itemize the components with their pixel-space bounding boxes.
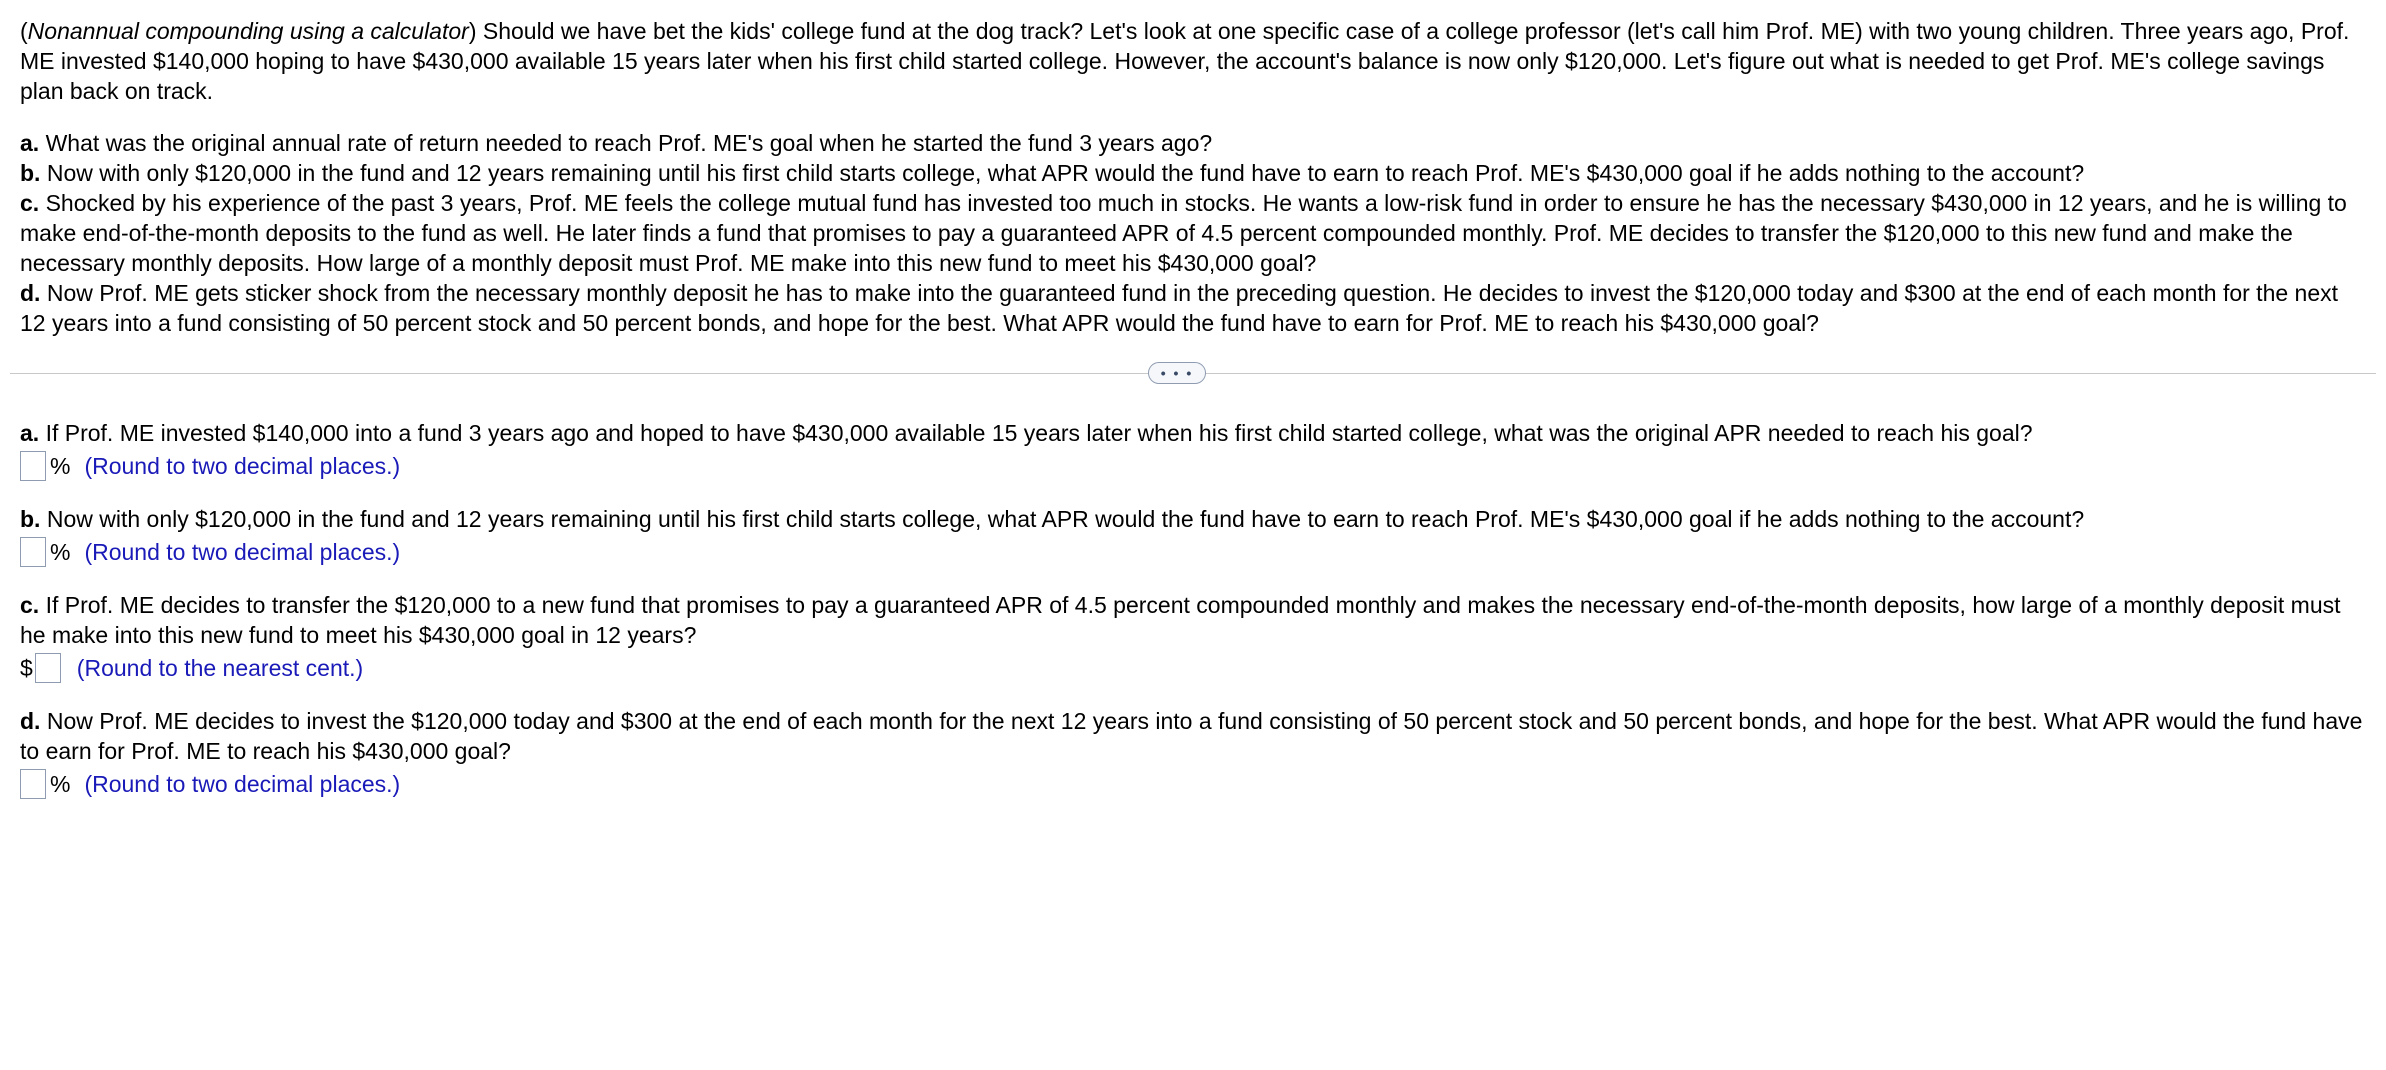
percent-unit: %: [50, 771, 71, 797]
question-c: c. If Prof. ME decides to transfer the $120,000 to a new fund that promises to pay a guaranteed APR of 4.5 percent compounded monthly and makes the necessary end-of-the-month deposits, how large of a monthly deposit must he make into this new fund to meet his $430,000 goal in 12 years?: [20, 592, 2341, 648]
problem-topic: Nonannual compounding using a calculator: [27, 18, 469, 44]
rounding-hint: (Round to two decimal places.): [84, 453, 401, 479]
rounding-hint: (Round to the nearest cent.): [76, 655, 364, 681]
answer-section: [20, 418, 2366, 802]
answer-row-d: [20, 766, 2366, 802]
intro-item-c: c. Shocked by his experience of the past 3 years, Prof. ME feels the college mutual fund has invested too much in stocks. He wants a low-risk fund in order to ensure he has the necessary $430,000 in 12 years, and he is willing to make end-of-the-month deposits to the fund as well. He later finds a fund that promises to pay a guaranteed APR of 4.5 percent compounded monthly. Prof. ME decides to transfer the $120,000 to this new fund and make the necessary monthly deposits. How large of a monthly deposit must Prof. ME make into this new fund to meet his $430,000 goal?: [20, 190, 2347, 276]
answer-input-a[interactable]: [20, 451, 46, 481]
question-a: a. If Prof. ME invested $140,000 into a fund 3 years ago and hoped to have $430,000 available 15 years later when his first child started college, what was the original APR needed to reach his goal?: [20, 420, 2033, 446]
dollar-unit: $: [20, 655, 33, 681]
expand-more-button[interactable]: • • •: [1148, 362, 1206, 384]
rounding-hint: (Round to two decimal places.): [84, 771, 401, 797]
answer-row-a: [20, 448, 2366, 484]
answer-row-b: [20, 534, 2366, 570]
question-b: b. Now with only $120,000 in the fund and 12 years remaining until his first child starts college, what APR would the fund have to earn to reach Prof. ME's $430,000 goal if he adds nothing to the account?: [20, 506, 2085, 532]
intro-item-a: a. What was the original annual rate of return needed to reach Prof. ME's goal when he started the fund 3 years ago?: [20, 130, 1213, 156]
percent-unit: %: [50, 539, 71, 565]
answer-row-c: [20, 650, 2366, 686]
problem-body: Should we have bet the kids' college fund at the dog track? Let's look at one specific case of a college professor (let's call him Prof. ME) with two young children. Three years ago, Prof. ME invested $140,000 hoping to have $430,000 available 15 years later when his first child started college. However, the account's balance is now only $120,000. Let's figure out what is needed to get Prof. ME's college savings plan back on track.: [20, 18, 2350, 104]
answer-input-c[interactable]: [35, 653, 61, 683]
section-divider: [10, 358, 2376, 388]
intro-item-b: b. Now with only $120,000 in the fund and 12 years remaining until his first child starts college, what APR would the fund have to earn to reach Prof. ME's $430,000 goal if he adds nothing to the account?: [20, 160, 2085, 186]
question-d: d. Now Prof. ME decides to invest the $120,000 today and $300 at the end of each month for the next 12 years into a fund consisting of 50 percent stock and 50 percent bonds, and hope for the best. What APR would the fund have to earn for Prof. ME to reach his $430,000 goal?: [20, 708, 2363, 764]
problem-text: (Nonannual compounding using a calculator) Should we have bet the kids' college fund at the dog track? Let's look at one specific case of a college professor (let's call him Prof. ME) with two young children. Three years ago, Prof. ME invested $140,000 hoping to have $430,000 available 15 years later when his first child started college. However, the account's balance is now only $120,000. Let's figure out what is needed to get Prof. ME's college savings plan back on track.: [20, 18, 2350, 104]
rounding-hint: (Round to two decimal places.): [84, 539, 401, 565]
problem-statement: [20, 16, 2366, 338]
answer-input-b[interactable]: [20, 537, 46, 567]
answer-input-d[interactable]: [20, 769, 46, 799]
percent-unit: %: [50, 453, 71, 479]
intro-item-d: d. Now Prof. ME gets sticker shock from the necessary monthly deposit he has to make into the guaranteed fund in the preceding question. He decides to invest the $120,000 today and $300 at the end of each month for the next 12 years into a fund consisting of 50 percent stock and 50 percent bonds, and hope for the best. What APR would the fund have to earn for Prof. ME to reach his $430,000 goal?: [20, 280, 2339, 336]
